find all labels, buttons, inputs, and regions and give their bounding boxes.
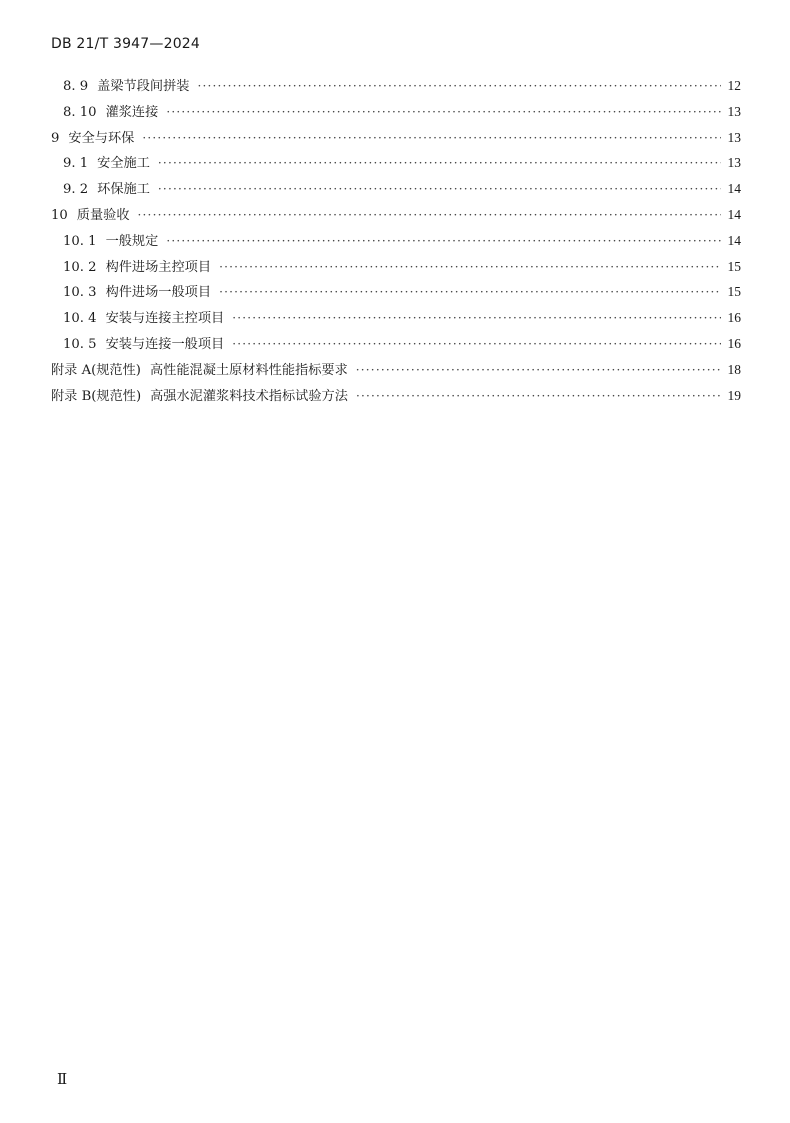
toc-entry-number: 8. 9 [63, 79, 89, 94]
toc-dot-leader [232, 337, 721, 351]
toc-entry-number: 附录 B(规范性) [51, 388, 142, 404]
toc-entry-number: 10. 2 [63, 259, 97, 275]
toc-entry[interactable] [51, 152, 741, 178]
toc-entry-page: 13 [727, 103, 741, 119]
toc-entry-title: 灌浆连接 [105, 104, 159, 120]
toc-entry-title: 环保施工 [97, 182, 150, 198]
toc-dot-leader [356, 389, 721, 403]
toc-entry-title: 安装与连接主控项目 [105, 311, 225, 327]
toc-entry[interactable] [51, 307, 741, 333]
toc-entry-title: 构件进场一般项目 [105, 285, 212, 301]
toc-entry-page: 14 [727, 206, 741, 222]
toc-entry[interactable] [51, 333, 741, 359]
toc-dot-leader [232, 311, 721, 325]
toc-entry[interactable] [51, 75, 741, 101]
toc-entry-title: 构件进场主控项目 [105, 259, 212, 275]
toc-dot-leader [158, 156, 721, 170]
toc-entry-number: 9. 1 [63, 156, 89, 172]
toc-entry[interactable] [51, 359, 741, 385]
toc-entry[interactable] [51, 385, 741, 411]
toc-dot-leader [138, 208, 721, 222]
toc-dot-leader [142, 131, 721, 145]
toc-entry-page: 16 [727, 335, 741, 351]
toc-entry-page: 14 [727, 181, 741, 197]
toc-entry-page: 13 [727, 155, 741, 171]
toc-dot-leader [166, 234, 721, 248]
toc-entry-page: 18 [727, 361, 741, 377]
toc-entry-page: 15 [727, 284, 741, 300]
toc-dot-leader [219, 285, 721, 299]
toc-entry-title: 安全与环保 [68, 130, 135, 146]
toc-dot-leader [158, 182, 721, 196]
toc-entry-page: 16 [727, 310, 741, 326]
toc-entry-page: 13 [727, 129, 741, 145]
toc-entry-number: 10. 4 [63, 311, 97, 327]
toc-entry[interactable] [51, 127, 741, 153]
toc-dot-leader [219, 260, 721, 274]
toc-entry-title: 盖梁节段间拼装 [97, 79, 190, 94]
toc-entry-number: 9. 2 [63, 182, 89, 198]
toc-entry-title: 高性能混凝土原材料性能指标要求 [149, 362, 348, 378]
toc-entry[interactable] [51, 101, 741, 127]
toc-entry-page: 14 [727, 232, 741, 248]
table-of-contents [51, 75, 741, 410]
toc-entry-number: 10. 1 [63, 233, 97, 249]
page-number: Ⅱ [57, 1072, 68, 1088]
toc-entry[interactable] [51, 230, 741, 256]
toc-entry-number: 10 [51, 207, 68, 223]
toc-dot-leader [356, 363, 721, 377]
toc-entry-number: 附录 A(规范性) [51, 362, 141, 378]
toc-entry-number: 10. 3 [63, 285, 97, 301]
toc-entry-page: 19 [727, 387, 741, 403]
toc-entry-title: 一般规定 [105, 233, 159, 249]
toc-entry-number: 8. 10 [63, 104, 97, 120]
toc-dot-leader [166, 105, 721, 119]
toc-entry-title: 质量验收 [76, 207, 130, 223]
document-code: DB 21/T 3947—2024 [51, 36, 201, 52]
toc-entry-title: 安全施工 [97, 156, 150, 172]
toc-entry-page: 15 [727, 258, 741, 274]
toc-entry-number: 10. 5 [63, 336, 97, 352]
toc-entry-title: 高强水泥灌浆料技术指标试验方法 [150, 388, 348, 404]
toc-entry[interactable] [51, 178, 741, 204]
toc-dot-leader [197, 79, 721, 93]
toc-entry[interactable] [51, 281, 741, 307]
toc-entry[interactable] [51, 256, 741, 282]
toc-entry-number: 9 [51, 130, 60, 146]
toc-entry[interactable] [51, 204, 741, 230]
toc-entry-title: 安装与连接一般项目 [105, 336, 225, 352]
toc-entry-page: 12 [727, 78, 741, 93]
